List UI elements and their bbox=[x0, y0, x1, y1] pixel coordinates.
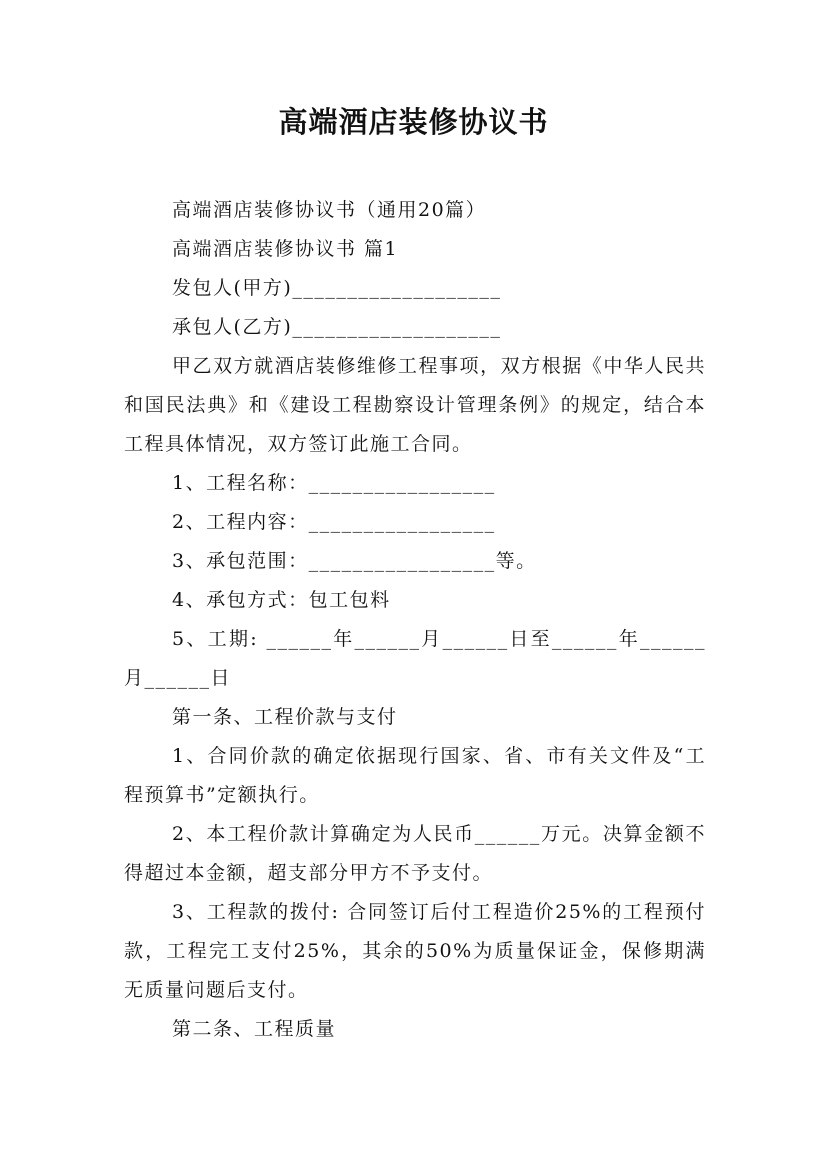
paragraph-contract-method: 4、承包方式：包工包料 bbox=[172, 589, 391, 611]
paragraph-section-heading: 高端酒店装修协议书 篇1 bbox=[172, 238, 399, 260]
paragraph-party-a: 发包人(甲方)___________________ bbox=[172, 277, 502, 299]
paragraph-article-1-heading: 第一条、工程价款与支付 bbox=[172, 706, 398, 728]
paragraph-duration: 5、工期: ______年______月______日至______年______月______日 bbox=[124, 628, 706, 689]
paragraph-payment-schedule: 3、工程款的拨付: 合同签订后付工程造价25%的工程预付款，工程完工支付25%，其余的50%为质量保证金，保修期满无质量问题后支付。 bbox=[124, 901, 706, 1001]
paragraph-subtitle: 高端酒店装修协议书（通用20篇） bbox=[172, 199, 487, 221]
paragraph-price-basis: 1、合同价款的确定依据现行国家、省、市有关文件及“工程预算书”定额执行。 bbox=[124, 745, 706, 806]
paragraph-contract-scope: 3、承包范围：_________________等。 bbox=[172, 550, 537, 572]
paragraph-project-name: 1、工程名称：_________________ bbox=[172, 472, 496, 494]
paragraph-project-content: 2、工程内容：_________________ bbox=[172, 511, 496, 533]
paragraph-article-2-heading: 第二条、工程质量 bbox=[172, 1018, 337, 1040]
document-body bbox=[124, 191, 706, 1049]
paragraph-party-b: 承包人(乙方)___________________ bbox=[172, 316, 502, 338]
document-title: 高端酒店装修协议书 bbox=[278, 105, 549, 139]
paragraph-preamble: 甲乙双方就酒店装修维修工程事项，双方根据《中华人民共和国民法典》和《建设工程勘察设计管理条例》的规定，结合本工程具体情况，双方签订此施工合同。 bbox=[124, 355, 706, 455]
paragraph-price-amount: 2、本工程价款计算确定为人民币______万元。决算金额不得超过本金额，超支部分甲方不予支付。 bbox=[124, 823, 706, 884]
